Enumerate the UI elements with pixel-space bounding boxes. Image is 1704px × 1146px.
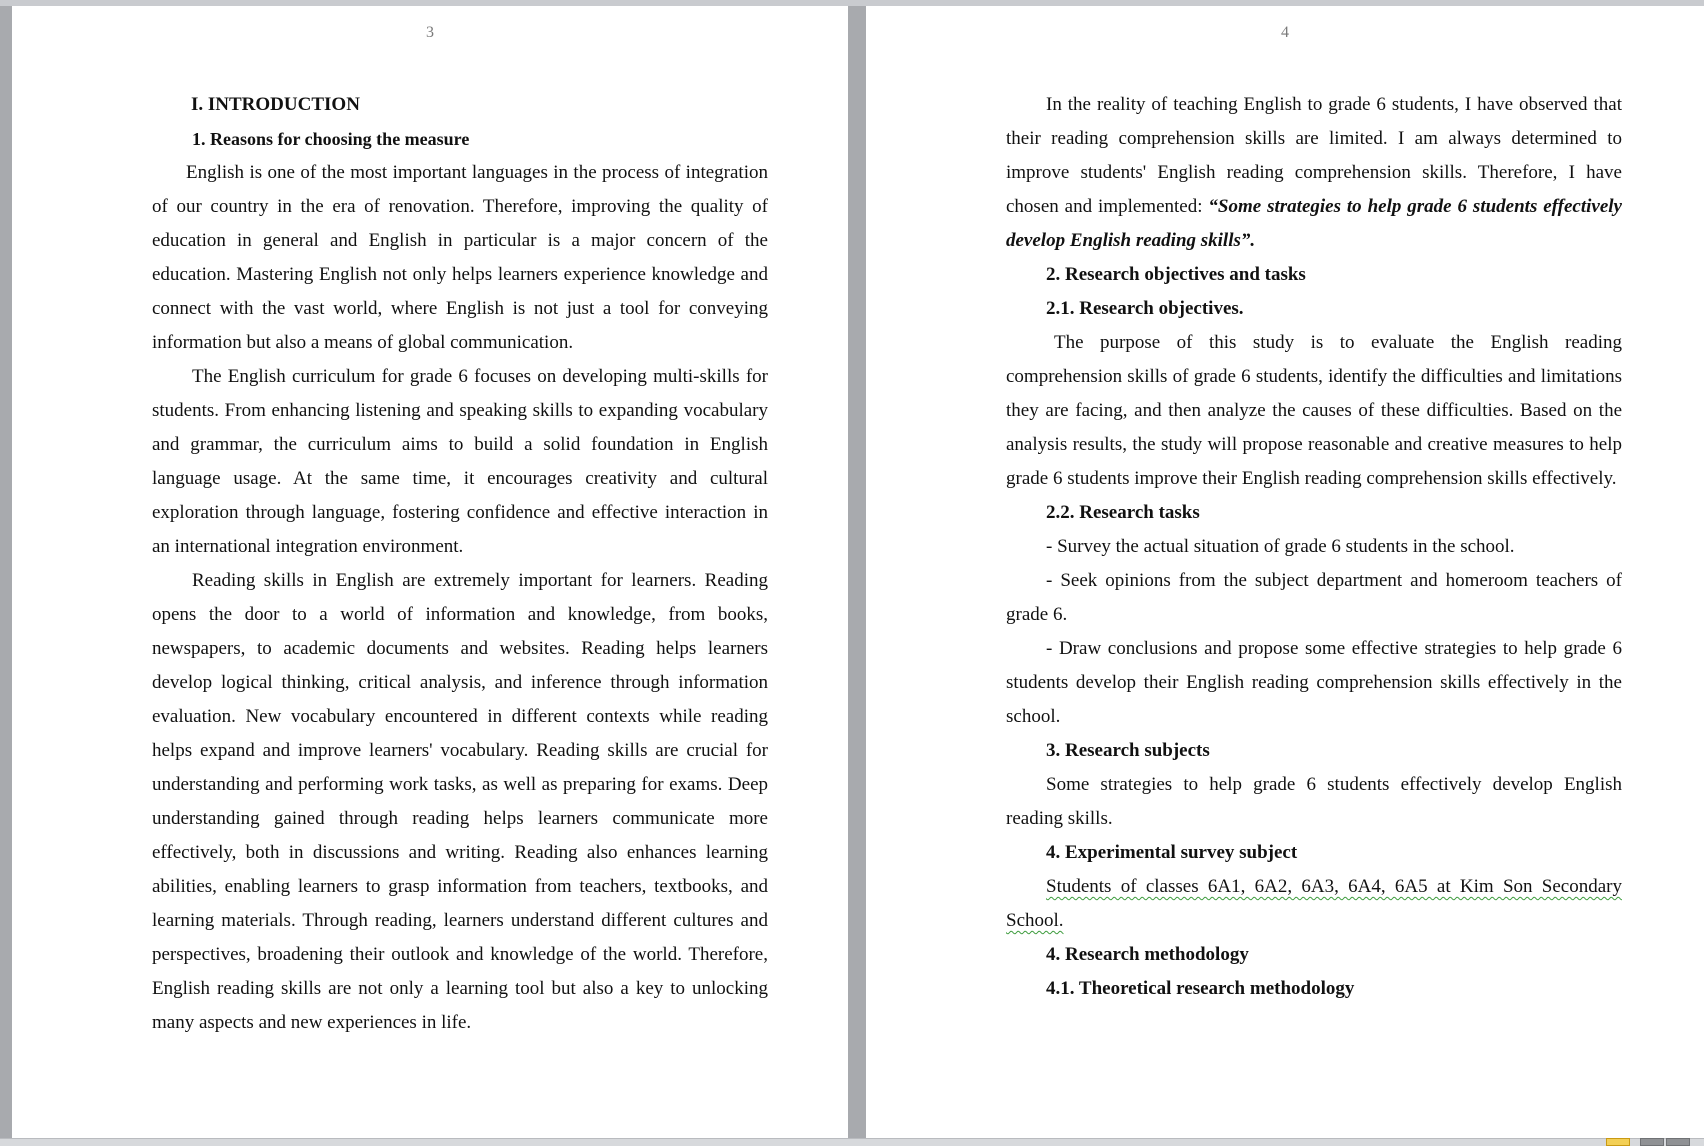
task-item-opinions: - Seek opinions from the subject department and homeroom teachers of grade 6. [1006, 570, 1622, 625]
task-item-survey: - Survey the actual situation of grade 6 students in the school. [1046, 536, 1515, 557]
page-body [152, 88, 768, 1040]
survey-subject-text: Students of classes 6A1, 6A2, 6A3, 6A4, 6A5 at Kim Son Secondary School. [1006, 876, 1622, 931]
section-heading-survey-subject: 4. Experimental survey subject [1046, 842, 1298, 863]
document-page-3[interactable] [12, 6, 848, 1138]
paragraph-reality-text: In the reality of teaching English to grade 6 students, I have observed that their reading comprehension skills are limited. I am always determined to improve students' English reading comprehension skills. Therefore, I have chosen and implemented: [1006, 94, 1622, 217]
layout-web-icon[interactable] [1666, 1138, 1690, 1146]
section-heading-methodology: 4. Research methodology [1046, 944, 1249, 965]
paragraph-reading-skills: Reading skills in English are extremely important for learners. Reading opens the door to a world of information and knowledge, from books, newspapers, to academic documents and websites. Reading helps learners develop logical thinking, critical analysis, and inference through information evaluation. New vocabulary encountered in different contexts while reading helps expand and improve learners' vocabulary. Reading skills are crucial for understanding and performing work tasks, as well as preparing for exams. Deep understanding gained through reading helps learners communicate more effectively, both in discussions and writing. Reading also enhances learning abilities, enabling learners to grasp information from teachers, textbooks, and learning materials. Through reading, learners understand different cultures and perspectives, broadening their outlook and knowledge of the world. Therefore, English reading skills are not only a learning tool but also a key to unlocking many aspects and new experiences in life. [152, 570, 768, 1033]
paragraph-survey-subject [1006, 870, 1622, 938]
measure-title: “Some strategies to help grade 6 students effectively develop English reading skills”. [1006, 196, 1622, 251]
paragraph-curriculum: The English curriculum for grade 6 focuses on developing multi-skills for students. From enhancing listening and speaking skills to expanding vocabulary and grammar, the curriculum aims to build a solid foundation in English language usage. At the same time, it encourages creativity and cultural exploration through language, fostering confidence and effective interaction in an international integration environment. [152, 366, 768, 557]
document-page-4[interactable] [866, 6, 1704, 1138]
section-heading-theoretical: 4.1. Theoretical research methodology [1046, 978, 1355, 999]
section-heading-objectives: 2.1. Research objectives. [1046, 298, 1244, 319]
page-body [1006, 88, 1622, 1006]
section-heading-objectives-tasks: 2. Research objectives and tasks [1046, 264, 1306, 285]
page-number: 4 [1281, 24, 1289, 41]
section-heading-subjects: 3. Research subjects [1046, 740, 1210, 761]
section-heading-reasons: 1. Reasons for choosing the measure [192, 129, 470, 149]
task-item-conclusions: - Draw conclusions and propose some effective strategies to help grade 6 students develop their English reading comprehension skills effectively in the school. [1006, 638, 1622, 727]
paragraph-english-importance: English is one of the most important languages in the process of integration of our country in the era of renovation. Therefore, improving the quality of education in general and English in particular is a major concern of the education. Mastering English not only helps learners experience knowledge and connect with the vast world, where English is not just a tool for conveying information but also a means of global communication. [152, 162, 768, 353]
paragraph-objectives: The purpose of this study is to evaluate the English reading comprehension skills of grade 6 students, identify the difficulties and limitations they are facing, and then analyze the causes of these difficulties. Based on the analysis results, the study will propose reasonable and creative measures to help grade 6 students improve their English reading comprehension skills effectively. [1006, 332, 1622, 489]
layout-print-icon[interactable] [1606, 1138, 1630, 1146]
introduction-heading: I. INTRODUCTION [191, 94, 360, 115]
paragraph-subjects: Some strategies to help grade 6 students effectively develop English reading skills. [1006, 774, 1622, 829]
status-bar [0, 1138, 1704, 1146]
layout-full-screen-icon[interactable] [1640, 1138, 1664, 1146]
section-heading-tasks: 2.2. Research tasks [1046, 502, 1200, 523]
paragraph-reality [1006, 88, 1622, 258]
page-number: 3 [426, 24, 434, 41]
